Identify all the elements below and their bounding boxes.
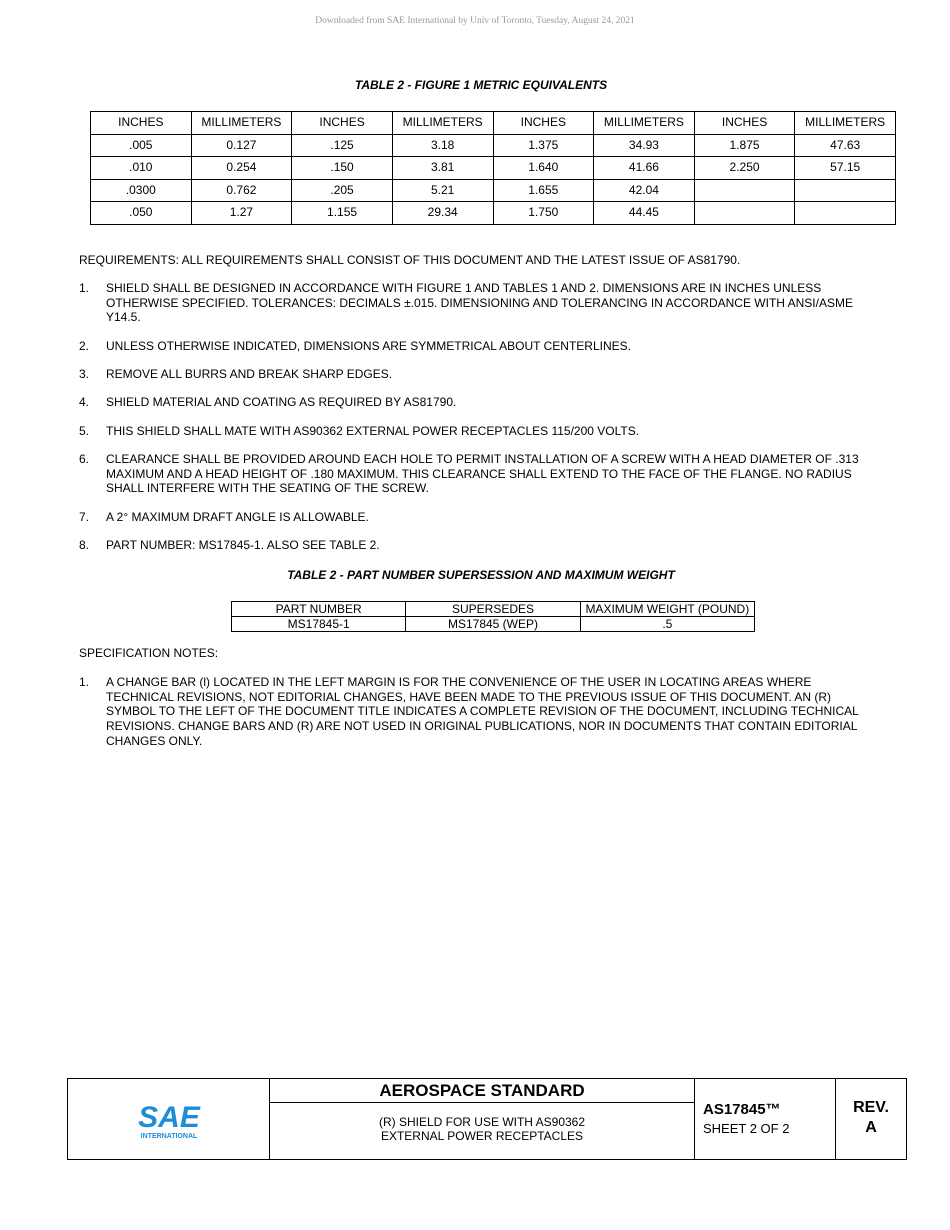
table-cell: 3.81	[392, 157, 493, 180]
list-text: UNLESS OTHERWISE INDICATED, DIMENSIONS ARE SYMMETRICAL ABOUT CENTERLINES.	[106, 338, 631, 353]
list-number: 2.	[79, 338, 90, 353]
title-line: EXTERNAL POWER RECEPTACLES	[380, 1129, 584, 1143]
sheet-number: SHEET 2 OF 2	[703, 1121, 790, 1136]
rev-label: REV.	[853, 1099, 889, 1116]
column-header: SUPERSEDES	[406, 602, 580, 617]
list-item	[79, 452, 879, 496]
table-cell: MS17845-1	[232, 617, 406, 632]
table-cell: 3.18	[392, 134, 493, 157]
list-number: 1.	[79, 675, 90, 689]
title-cell	[270, 1079, 695, 1159]
list-item	[79, 395, 879, 410]
spec-notes-list	[79, 675, 879, 749]
list-item	[79, 281, 879, 325]
download-watermark: Downloaded from SAE International by Univ of Toronto, Tuesday, August 24, 2021	[315, 16, 635, 26]
table-cell: 41.66	[594, 157, 695, 180]
list-text: THIS SHIELD SHALL MATE WITH AS90362 EXTERNAL POWER RECEPTACLES 115/200 VOLTS.	[106, 423, 640, 438]
table-header-row	[232, 602, 755, 617]
column-header: MILLIMETERS	[191, 112, 292, 135]
logo-text: SAE	[138, 1101, 200, 1134]
column-header: INCHES	[292, 112, 393, 135]
list-item	[79, 424, 879, 439]
doc-number: AS17845™	[703, 1101, 781, 1118]
column-header: INCHES	[493, 112, 594, 135]
rev-value: A	[865, 1119, 877, 1136]
table-cell: 1.655	[493, 179, 594, 202]
table-cell: 1.750	[493, 202, 594, 225]
table-cell: .0300	[91, 179, 192, 202]
title-line: (R) SHIELD FOR USE WITH AS90362	[378, 1115, 586, 1129]
column-header: INCHES	[694, 112, 795, 135]
table-cell: .150	[292, 157, 393, 180]
list-item	[79, 339, 879, 354]
table-cell	[694, 179, 795, 202]
column-header: MILLIMETERS	[392, 112, 493, 135]
table-cell: 29.34	[392, 202, 493, 225]
list-item	[79, 538, 879, 553]
table-cell: .050	[91, 202, 192, 225]
list-number: 1.	[79, 281, 90, 295]
standard-header: AEROSPACE STANDARD	[270, 1079, 694, 1103]
table-cell: .005	[91, 134, 192, 157]
table-cell: 0.762	[191, 179, 292, 202]
table-row	[91, 202, 896, 225]
table-cell: 44.45	[594, 202, 695, 225]
table-cell: .010	[91, 157, 192, 180]
table-row	[91, 157, 896, 180]
table-cell: .125	[292, 134, 393, 157]
column-header: PART NUMBER	[232, 602, 406, 617]
list-text: A 2° MAXIMUM DRAFT ANGLE IS ALLOWABLE.	[106, 509, 369, 524]
table-cell	[795, 179, 896, 202]
table-row	[232, 617, 755, 632]
table-cell: 42.04	[594, 179, 695, 202]
part-table-caption: TABLE 2 - PART NUMBER SUPERSESSION AND MAXIMUM WEIGHT	[287, 568, 675, 582]
table-cell	[795, 202, 896, 225]
list-text: A CHANGE BAR (l) LOCATED IN THE LEFT MARGIN IS FOR THE CONVENIENCE OF THE USER IN LOCATING AREAS WHERE TECHNICAL REVISIONS, NOT EDITORIAL CHANGES, HAVE BEEN MADE TO THE PREVIOUS ISSUE OF THIS DOCUMENT. AN (R) SYMBOL TO THE LEFT OF THE DOCUMENT TITLE INDICATES A COMPLETE REVISION OF THE DOCUMENT, INCLUDING TECHNICAL REVISIONS. CHANGE BARS AND (R) ARE NOT USED IN ORIGINAL PUBLICATIONS, NOR IN DOCUMENTS THAT CONTAIN EDITORIAL CHANGES ONLY.	[106, 675, 859, 748]
table-cell: 1.27	[191, 202, 292, 225]
title-block	[67, 1078, 907, 1160]
list-number: 6.	[79, 451, 90, 466]
table-cell: .205	[292, 179, 393, 202]
requirements-intro: REQUIREMENTS: ALL REQUIREMENTS SHALL CONSIST OF THIS DOCUMENT AND THE LATEST ISSUE OF AS81790.	[79, 253, 741, 267]
table-cell: 0.127	[191, 134, 292, 157]
metric-equivalents-table	[90, 111, 896, 225]
table-cell: .5	[580, 617, 754, 632]
column-header: INCHES	[91, 112, 192, 135]
logo-subtext: INTERNATIONAL	[140, 1133, 198, 1140]
list-text: PART NUMBER: MS17845-1. ALSO SEE TABLE 2.	[106, 537, 380, 552]
table-cell: 1.375	[493, 134, 594, 157]
list-text: CLEARANCE SHALL BE PROVIDED AROUND EACH HOLE TO PERMIT INSTALLATION OF A SCREW WITH A HEAD DIAMETER OF .313 MAXIMUM AND A HEAD HEIGHT OF .180 MAXIMUM. THIS CLEARANCE SHALL EXTEND TO THE FACE OF THE FLANGE. NO RADIUS SHALL INTERFERE WITH THE SEATING OF THE SCREW.	[106, 451, 859, 496]
spec-notes-heading: SPECIFICATION NOTES:	[79, 646, 219, 660]
table-cell: 2.250	[694, 157, 795, 180]
table-cell: 5.21	[392, 179, 493, 202]
list-number: 3.	[79, 367, 90, 381]
list-item	[79, 510, 879, 525]
list-number: 8.	[79, 537, 90, 552]
column-header: MILLIMETERS	[594, 112, 695, 135]
table-cell	[694, 202, 795, 225]
part-number-table	[231, 601, 755, 632]
requirements-list	[79, 281, 879, 566]
table-header-row	[91, 112, 896, 135]
list-text: SHIELD MATERIAL AND COATING AS REQUIRED BY AS81790.	[106, 395, 457, 410]
table-cell: 1.640	[493, 157, 594, 180]
logo-cell	[68, 1079, 270, 1159]
list-text: SHIELD SHALL BE DESIGNED IN ACCORDANCE WITH FIGURE 1 AND TABLES 1 AND 2. DIMENSIONS ARE IN INCHES UNLESS OTHERWISE SPECIFIED. TOLERANCES: DECIMALS ±.015. DIMENSIONING AND TOLERANCING IN ACCORDANCE WITH ANSI/ASME Y14.5.	[106, 281, 853, 325]
table-cell: 1.875	[694, 134, 795, 157]
list-number: 5.	[79, 423, 90, 438]
table-cell: 1.155	[292, 202, 393, 225]
table-cell: 57.15	[795, 157, 896, 180]
table-cell: 47.63	[795, 134, 896, 157]
table-row	[91, 134, 896, 157]
metric-table-caption: TABLE 2 - FIGURE 1 METRIC EQUIVALENTS	[354, 78, 608, 92]
column-header: MAXIMUM WEIGHT (POUND)	[580, 602, 754, 617]
list-number: 4.	[79, 395, 90, 410]
table-cell: 34.93	[594, 134, 695, 157]
sae-logo	[136, 1097, 202, 1141]
revision-cell	[836, 1079, 906, 1159]
list-number: 7.	[79, 509, 90, 524]
table-row	[91, 179, 896, 202]
list-text: REMOVE ALL BURRS AND BREAK SHARP EDGES.	[106, 367, 393, 381]
doc-number-cell	[695, 1079, 836, 1159]
column-header: MILLIMETERS	[795, 112, 896, 135]
list-item	[79, 675, 879, 749]
document-title	[270, 1103, 694, 1143]
list-item	[79, 367, 879, 382]
table-cell: 0.254	[191, 157, 292, 180]
table-cell: MS17845 (WEP)	[406, 617, 580, 632]
